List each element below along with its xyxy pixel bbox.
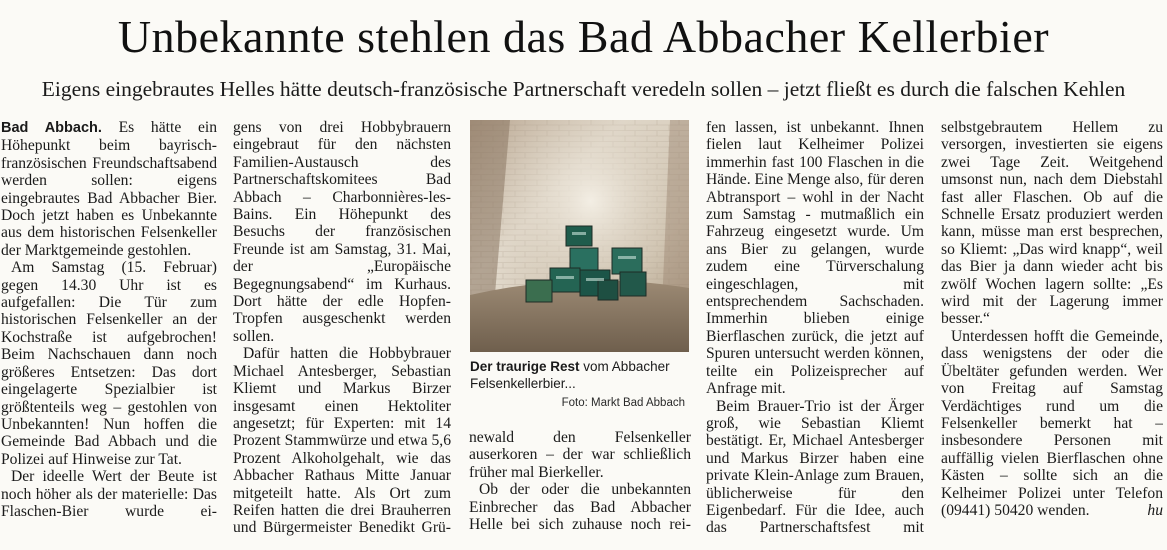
paragraph: newald den Felsenkeller auserkoren – der war schließlich früher mal Bierkeller.: [469, 429, 691, 481]
photo-credit: Foto: Markt Bad Abbach: [561, 397, 685, 409]
paragraph: fen lassen, ist unbekannt. Ihnen fielen laut Kelheimer Polizei immerhin fast 100 Flaschen in die Hände. Eine Menge also, für deren Abtransport – wohl in der Nacht zum Samstag - mutmaßlich ein Fahrzeug eingesetzt wurde. Um ans Bier zu gelangen, wurde zudem eine Türverschalung eingeschlagen, mit entsprechendem Sachschaden. Immerhin blieben einige Bierflaschen zurück, die jetzt auf Spuren untersucht werden können, teilte ein Polizeisprecher auf Anfrage mit.: [706, 119, 924, 398]
paragraph: Ob der oder die unbekannten Einbrecher das Bad Abbacher Helle bei sich zuhause noch rei-: [469, 481, 691, 534]
article-column-5: [941, 119, 1163, 549]
paragraph-text: Unterdessen hofft die Gemeinde, dass wenigstens der oder die Übeltäter gefunden werden. Wer von Freitag auf Samstag Verdächtiges rund um die Felsenkeller bemerkt hat – insbesondere Personen mit auffällig vielen Bierflaschen ohne Kästen – sollte sich an die Kelheimer Polizei unter Telefon (09441) 50420 wenden.: [941, 327, 1163, 519]
article-column-1: [1, 119, 217, 549]
paragraph: Am Samstag (15. Februar) gegen 14.30 Uhr ist es aufgefallen: Die Tür zum historischen Felsenkeller an der Kochstraße ist aufgebrochen! Beim Nachschauen dann noch größeres Entsetzen: Das dort eingelagerte Spezialbier ist größtenteils weg – gestohlen von Unbekannten! Nun hoffen die Gemeinde Bad Abbach und die Polizei auf Hinweise zur Tat.: [1, 259, 217, 468]
paragraph: Der ideelle Wert der Beute ist noch höher als der materielle: Das Flaschen-Bier wurde ei-: [1, 468, 217, 520]
paragraph: Dafür hatten die Hobbybrauer Michael Antesberger, Sebastian Kliemt und Markus Birzer insgesamt einen Hektoliter angesetzt; für Experten: mit 14 Prozent Stammwürze und etwa 5,6 Prozent Alkoholgehalt, wie das Abbacher Rathaus Mitte Januar mitgeteilt hatte. Als Ort zum Reifen hatten die drei Brauherren und Bürgermeister Benedikt Grü-: [233, 345, 451, 537]
caption-text: vom Abbacher Felsenkellerbier...: [470, 359, 670, 391]
caption-bold: Der traurige Rest: [470, 359, 580, 374]
paragraph: selbstgebrautem Hellem zu versorgen, investierten sie eigens zwei Tage Zeit. Weitgehend umsonst nun, nach dem Diebstahl fast aller Flaschen. Ob auf die Schnelle Ersatz produziert werden kann, müsse man erst besprechen, so Kliemt: „Das wird knapp“, weil das Bier ja dann wieder acht bis zwölf Wochen lagern sollte: „Es wird mit der Lagerung immer besser.“: [941, 119, 1163, 328]
paragraph: gens von drei Hobbybrauern eingebraut für den nächsten Familien-Austausch des Partnerschaftskomitees Bad Abbach – Charbonnières-les-Bains. Ein Höhepunkt des Besuchs der französischen Freunde ist am Samstag, 31. Mai, der „Europäische Begegnungsabend“ im Kurhaus. Dort hätte der edle Hopfen-Tropfen ausgeschenkt werden sollen.: [233, 119, 451, 345]
cellar-photo: [470, 120, 689, 352]
article-column-3: [469, 429, 691, 549]
article-column-2: [233, 119, 451, 549]
subheadline: Eigens eingebrautes Helles hätte deutsch-französische Partnerschaft veredeln sollen – jetzt fließt es durch die falschen Kehlen: [41, 77, 1126, 101]
article-column-4: [706, 119, 924, 549]
paragraph: [1, 119, 217, 259]
paragraph: [941, 328, 1163, 519]
paragraph: Beim Brauer-Trio ist der Ärger groß, wie Sebastian Kliemt bestätigt. Er, Michael Antesberger und Markus Birzer haben eine private Klein-Anlage zum Brauen, üblicherweise für den Eigenbedarf. Für die Idee, auch das Partnerschaftsfest mit: [706, 397, 924, 537]
author-signature: hu: [1147, 501, 1163, 519]
paragraph-text: Es hätte ein Höhepunkt beim bayrisch-französischen Freundschaftsabend werden sollen: eigens eingebrautes Bad Abbacher Bier. Doch jetzt haben es Unbekannte aus dem historischen Felsenkeller der Marktgemeinde gestohlen.: [1, 119, 217, 259]
dateline: Bad Abbach.: [1, 120, 102, 136]
photo-caption: [470, 358, 692, 392]
headline: Unbekannte stehlen das Bad Abbacher Kellerbier: [117, 11, 1050, 62]
